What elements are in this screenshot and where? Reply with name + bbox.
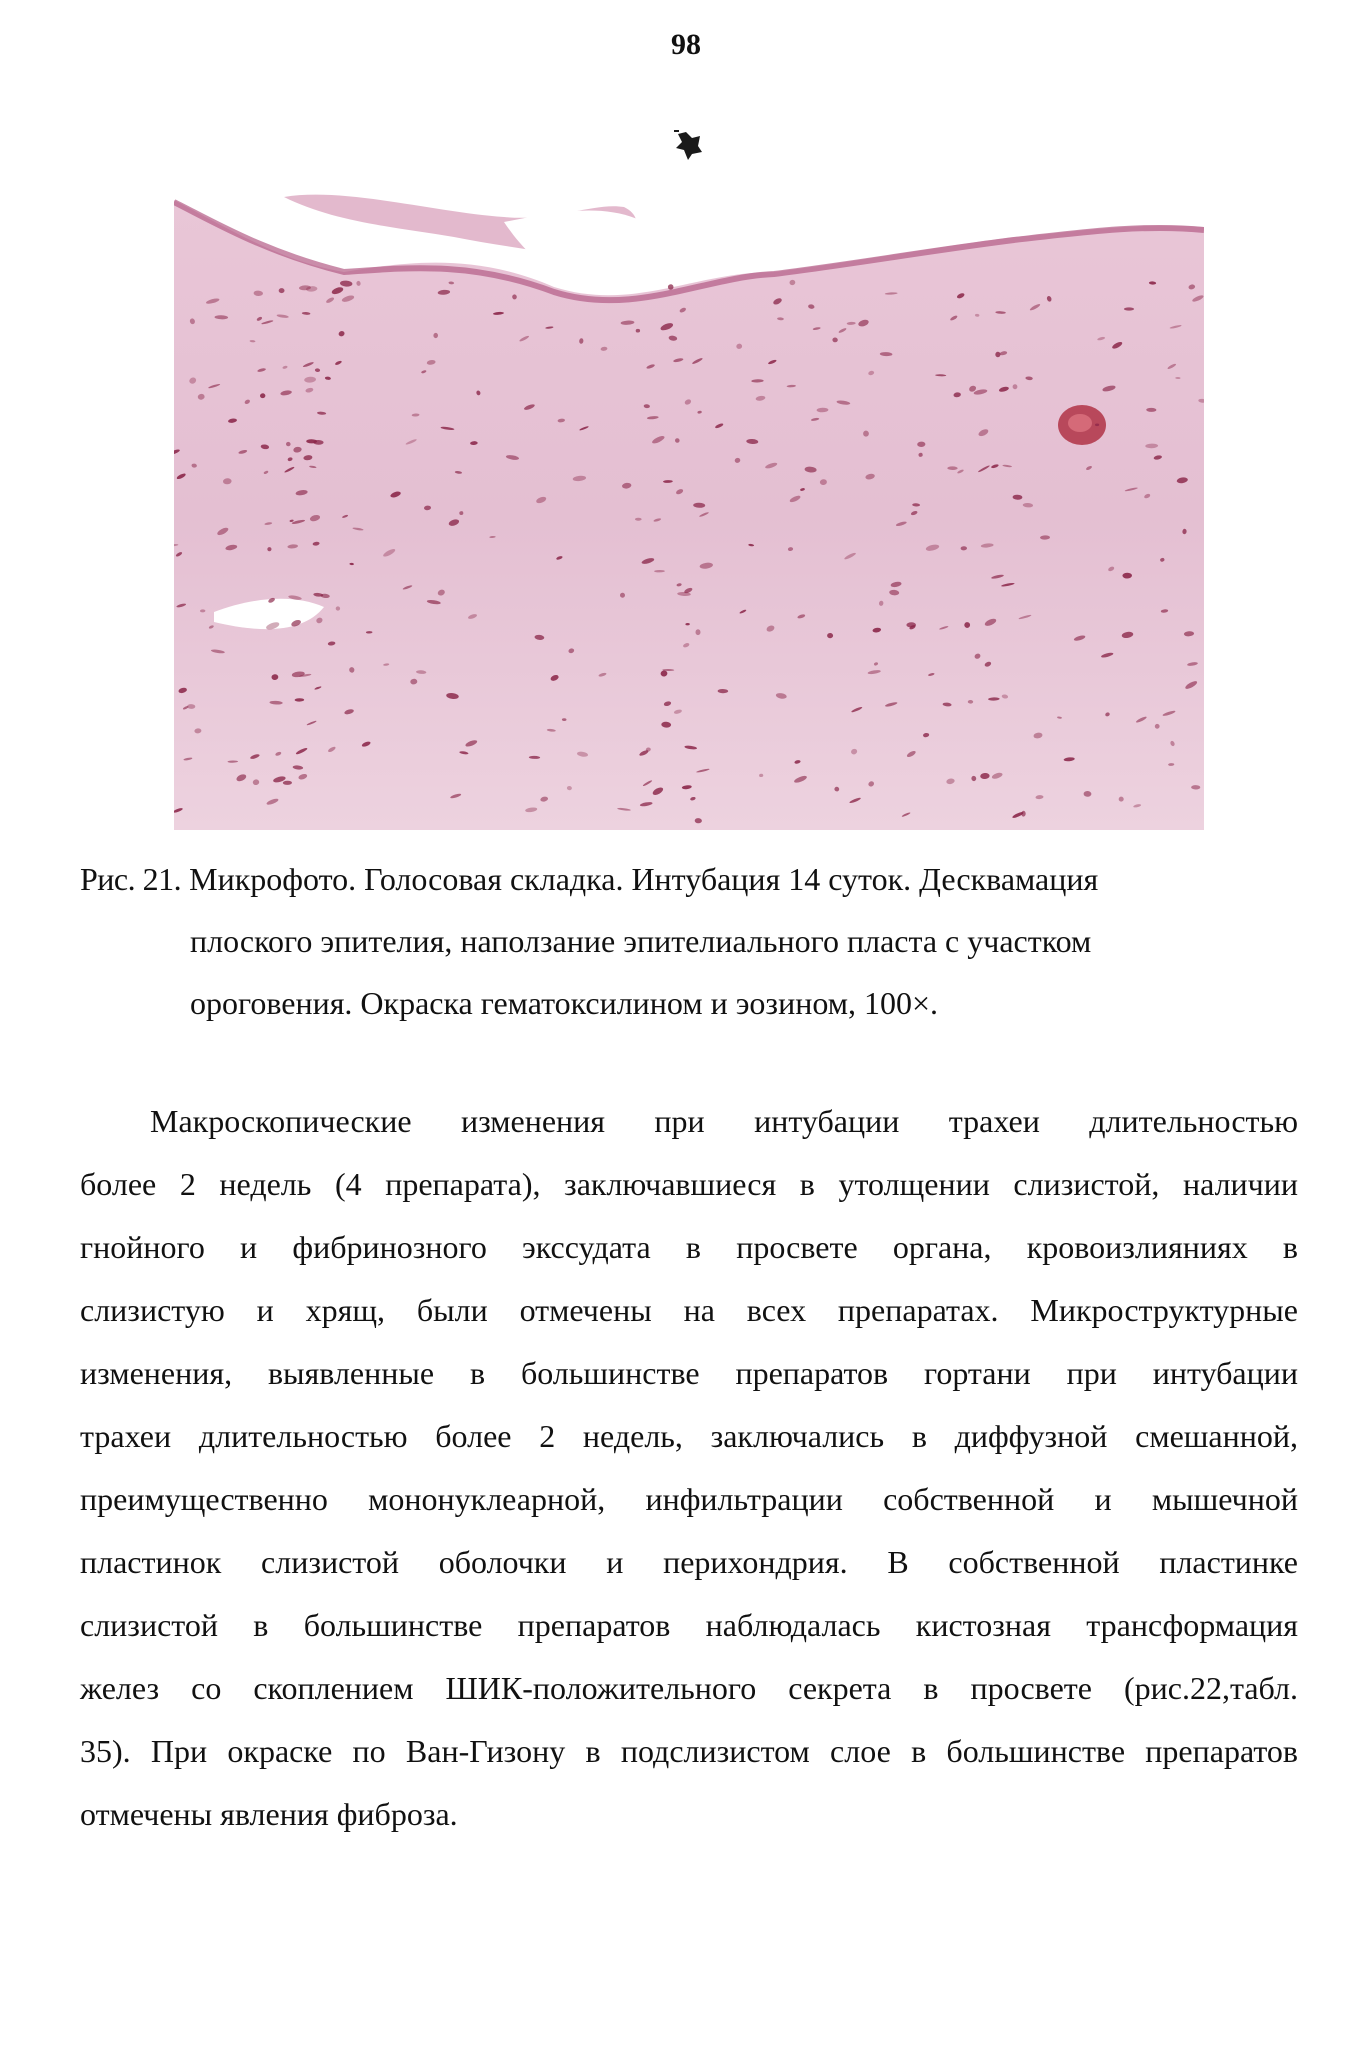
caption-line: ороговения. Окраска гематоксилином и эозином, 100×. — [190, 985, 938, 1021]
caption-text: Микрофото. Голосовая складка. Интубация 14 суток. Десквамация — [189, 861, 1099, 897]
caption-line — [80, 848, 1260, 910]
ink-mark — [672, 128, 706, 162]
paragraph-line: гнойного и фибринозного экссудата в просвете органа, кровоизлияниях в — [80, 1229, 1298, 1265]
paragraph-line: отмечены явления фиброза. — [80, 1796, 458, 1832]
paragraph-line: слизистой в большинстве препаратов наблюдалась кистозная трансформация — [80, 1607, 1298, 1643]
caption-line: плоского эпителия, наползание эпителиального пласта с участком — [190, 923, 1092, 959]
caption-label: Рис. 21. — [80, 861, 182, 897]
micrograph-figure — [174, 192, 1204, 830]
paragraph-line: Макроскопические изменения при интубации трахеи длительностью — [150, 1103, 1298, 1139]
paragraph-line: слизистую и хрящ, были отмечены на всех препаратах. Микроструктурные — [80, 1292, 1298, 1328]
figure-caption — [80, 848, 1260, 1034]
paragraph-line: более 2 недель (4 препарата), заключавшиеся в утолщении слизистой, наличии — [80, 1166, 1298, 1202]
paragraph-line: преимущественно мононуклеарной, инфильтрации собственной и мышечной — [80, 1481, 1298, 1517]
body-paragraph — [80, 1090, 1298, 1846]
paragraph-line: изменения, выявленные в большинстве препаратов гортани при интубации — [80, 1355, 1298, 1391]
paragraph-line: желез со скоплением ШИК-положительного секрета в просвете (рис.22,табл. — [80, 1670, 1298, 1706]
paragraph-line: 35). При окраске по Ван-Гизону в подслизистом слое в большинстве препаратов — [80, 1733, 1298, 1769]
page-number: 98 — [671, 28, 701, 61]
paragraph-line: трахеи длительностью более 2 недель, заключались в диффузной смешанной, — [80, 1418, 1298, 1454]
micrograph-image — [174, 192, 1204, 830]
paragraph-line: пластинок слизистой оболочки и перихондрия. В собственной пластинке — [80, 1544, 1298, 1580]
